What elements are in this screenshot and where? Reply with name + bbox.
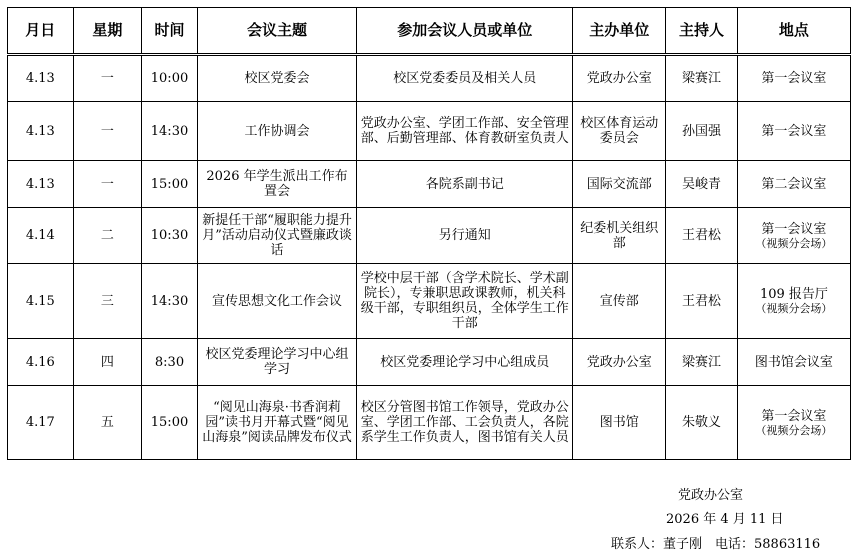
host-cell-text: 朱敬义 <box>682 415 722 430</box>
topic-cell <box>197 102 357 161</box>
attendees-cell-text: 校区分管图书馆工作领导，党政办公室、学团工作部、工会负责人，各院系学生工作负责人，图书馆有关人员 <box>360 400 569 445</box>
host-cell <box>666 55 738 102</box>
attendees-cell <box>357 264 573 339</box>
date-cell-text: 4.14 <box>25 228 55 243</box>
host-cell <box>666 339 738 386</box>
header-host: 主持人 <box>666 8 738 55</box>
header-topic: 会议主题 <box>197 8 357 55</box>
table-row <box>8 264 851 339</box>
location-note: （视频分会场） <box>755 423 833 437</box>
weekday-cell <box>73 264 142 339</box>
topic-cell-text: 工作协调会 <box>244 123 310 139</box>
attendees-cell-text: 校区党委理论学习中心组成员 <box>380 354 550 370</box>
location-cell <box>737 55 850 102</box>
table-row <box>8 55 851 102</box>
date-cell-text: 4.13 <box>25 123 55 139</box>
attendees-cell-text: 另行通知 <box>438 228 491 243</box>
organizer-cell <box>573 386 666 460</box>
organizer-cell-text: 纪委机关组织部 <box>580 220 659 251</box>
weekday-cell <box>73 208 142 264</box>
organizer-cell <box>573 161 666 208</box>
weekday-cell-text: 五 <box>100 415 114 430</box>
weekday-cell-text: 三 <box>100 293 114 309</box>
header-date: 月日 <box>8 8 74 55</box>
organizer-cell <box>573 208 666 264</box>
header-organizer: 主办单位 <box>573 8 666 55</box>
signature-org: 党政办公室 <box>678 488 744 503</box>
weekday-cell <box>73 339 142 386</box>
location-cell <box>737 339 850 386</box>
header-attendees: 参加会议人员或单位 <box>357 8 573 55</box>
table-row <box>8 161 851 208</box>
time-cell <box>142 386 198 460</box>
location-cell <box>737 161 850 208</box>
organizer-cell <box>573 264 666 339</box>
time-cell-text: 10:00 <box>150 71 189 86</box>
contact-info: 联系人：董子刚 电话：58863116 <box>611 537 821 552</box>
date-cell <box>8 386 74 460</box>
organizer-cell-text: 国际交流部 <box>586 176 652 192</box>
location-cell <box>737 102 850 161</box>
table-row <box>8 339 851 386</box>
organizer-cell-text: 图书馆 <box>599 415 639 430</box>
weekday-cell <box>73 102 142 161</box>
location-cell-text: 第一会议室 <box>761 71 827 86</box>
attendees-cell <box>357 55 573 102</box>
attendees-cell-text: 各院系副书记 <box>425 176 504 192</box>
weekday-cell-text: 二 <box>100 228 114 243</box>
table-row <box>8 386 851 460</box>
attendees-cell-text: 校区党委委员及相关人员 <box>393 71 537 86</box>
attendees-cell <box>357 339 573 386</box>
date-cell <box>8 102 74 161</box>
attendees-cell <box>357 208 573 264</box>
time-cell <box>142 208 198 264</box>
location-note: （视频分会场） <box>755 302 833 315</box>
header-weekday: 星期 <box>73 8 142 55</box>
time-cell <box>142 55 198 102</box>
header-row <box>8 8 851 55</box>
time-cell-text: 15:00 <box>150 415 189 430</box>
table-row <box>8 208 851 264</box>
time-cell <box>142 161 198 208</box>
topic-cell-text: 校区党委理论学习中心组学习 <box>205 347 349 377</box>
topic-cell-text: 新提任干部“履职能力提升月”活动启动仪式暨廉政谈话 <box>202 213 352 258</box>
time-cell <box>142 339 198 386</box>
location-note: （视频分会场） <box>755 236 833 250</box>
location-cell-text: 第二会议室 <box>761 176 827 192</box>
host-cell <box>666 386 738 460</box>
host-cell-text: 梁赛江 <box>682 354 722 370</box>
date-cell <box>8 161 74 208</box>
organizer-cell <box>573 339 666 386</box>
organizer-cell-text: 党政办公室 <box>586 71 652 86</box>
weekday-cell <box>73 386 142 460</box>
host-cell-text: 王君松 <box>682 293 722 309</box>
organizer-cell-text: 校区体育运动委员会 <box>580 116 659 146</box>
time-cell-text: 15:00 <box>150 176 189 192</box>
organizer-cell <box>573 102 666 161</box>
topic-cell <box>197 264 357 339</box>
date-cell-text: 4.15 <box>25 293 55 309</box>
host-cell-text: 梁赛江 <box>682 71 722 86</box>
topic-cell-text: 2026 年学生派出工作布置会 <box>206 169 348 199</box>
location-cell <box>737 208 850 264</box>
organizer-cell-text: 党政办公室 <box>586 354 652 370</box>
location-cell-text: 图书馆会议室 <box>754 354 833 370</box>
topic-cell-text: 校区党委会 <box>244 71 310 86</box>
header-location: 地点 <box>737 8 850 55</box>
location-cell-text: 第一会议室 <box>761 123 827 139</box>
topic-cell <box>197 161 357 208</box>
host-cell-text: 孙国强 <box>682 123 722 139</box>
header-time: 时间 <box>142 8 198 55</box>
time-cell <box>142 102 198 161</box>
location-cell-text: 第一会议室 <box>761 408 827 424</box>
time-cell-text: 8:30 <box>154 354 185 370</box>
attendees-cell <box>357 386 573 460</box>
organizer-cell <box>573 55 666 102</box>
topic-cell <box>197 339 357 386</box>
host-cell <box>666 264 738 339</box>
attendees-cell <box>357 161 573 208</box>
time-cell-text: 10:30 <box>150 228 189 243</box>
weekday-cell <box>73 55 142 102</box>
meeting-schedule-table <box>7 7 851 460</box>
time-cell-text: 14:30 <box>150 123 189 139</box>
date-cell <box>8 55 74 102</box>
host-cell-text: 吴峻青 <box>682 176 722 192</box>
topic-cell <box>197 208 357 264</box>
location-cell-text: 第一会议室 <box>761 221 827 237</box>
date-cell-text: 4.17 <box>25 415 55 430</box>
attendees-cell-text: 学校中层干部（含学术院长、学术副院长），专兼职思政课教师，机关科级干部，专职组织员，全体学生工作干部 <box>360 271 569 331</box>
time-cell-text: 14:30 <box>150 293 189 309</box>
location-cell <box>737 264 850 339</box>
weekday-cell-text: 四 <box>100 354 114 370</box>
attendees-cell-text: 党政办公室、学团工作部、安全管理部、后勤管理部、体育教研室负责人 <box>360 116 569 146</box>
host-cell <box>666 102 738 161</box>
host-cell-text: 王君松 <box>682 228 722 243</box>
location-cell <box>737 386 850 460</box>
date-cell <box>8 208 74 264</box>
host-cell <box>666 208 738 264</box>
date-cell-text: 4.13 <box>25 71 55 86</box>
time-cell <box>142 264 198 339</box>
weekday-cell-text: 一 <box>100 71 114 86</box>
date-cell <box>8 339 74 386</box>
date-cell-text: 4.16 <box>25 354 55 370</box>
topic-cell-text: “阅见山海泉·书香润莉园”读书月开幕式暨“阅见山海泉”阅读品牌发布仪式 <box>202 400 352 445</box>
host-cell <box>666 161 738 208</box>
organizer-cell-text: 宣传部 <box>599 293 639 309</box>
weekday-cell-text: 一 <box>100 176 114 192</box>
topic-cell <box>197 386 357 460</box>
signature-date: 2026 年 4 月 11 日 <box>666 512 784 527</box>
location-cell-text: 109 报告厅 <box>759 287 828 302</box>
date-cell <box>8 264 74 339</box>
weekday-cell-text: 一 <box>100 123 114 139</box>
attendees-cell <box>357 102 573 161</box>
table-row <box>8 102 851 161</box>
topic-cell-text: 宣传思想文化工作会议 <box>212 293 343 309</box>
date-cell-text: 4.13 <box>25 176 55 192</box>
weekday-cell <box>73 161 142 208</box>
topic-cell <box>197 55 357 102</box>
